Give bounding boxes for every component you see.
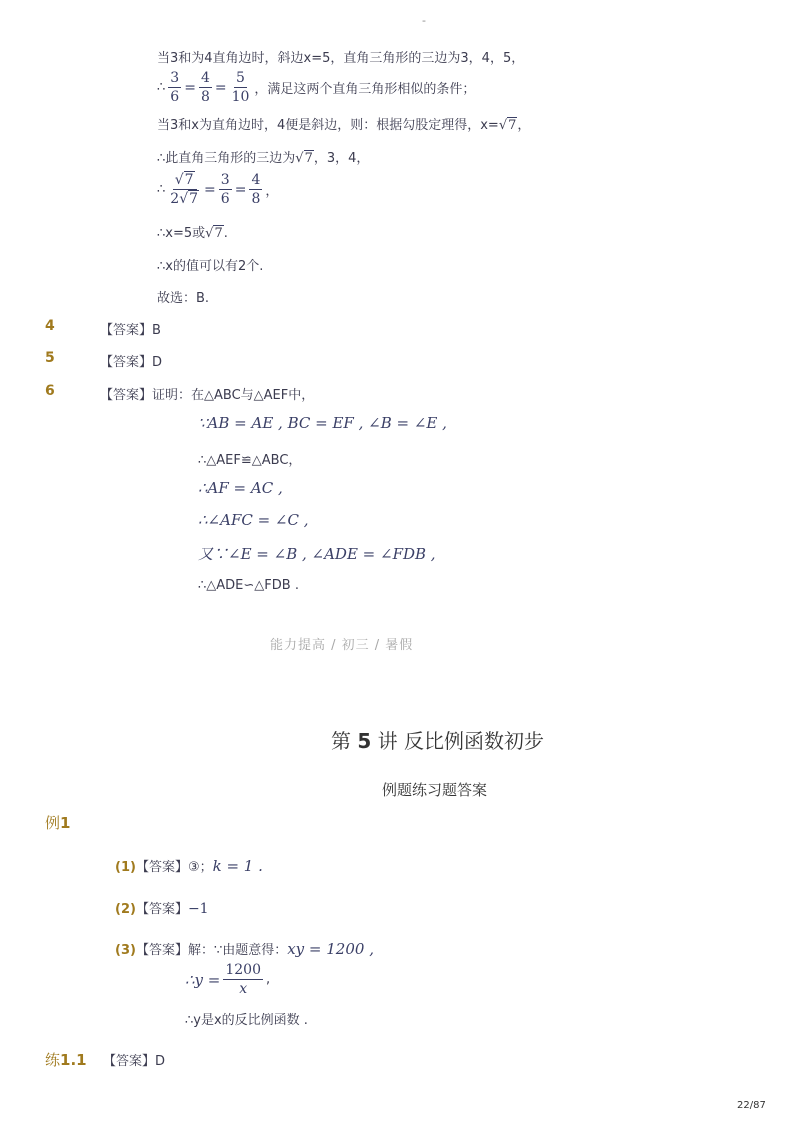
footer-breadcrumb: 能力提高 / 初三 / 暑假: [270, 638, 414, 653]
proof-line-5: 又∵∠E = ∠B , ∠ADE = ∠FDB ,: [198, 545, 436, 563]
proof-line-3: ∴AF = AC ,: [198, 479, 283, 497]
answer-text: 【答案】证明：在△ABC与△AEF中，: [100, 388, 315, 403]
proof-line-6: ∴△ADE∽△FDB .: [198, 578, 299, 593]
solution-line-6: ∴x=5或√7.: [157, 226, 228, 241]
proof-line-4: ∴∠AFC = ∠C ,: [198, 511, 309, 529]
proof-line-2: ∴△AEF≌△ABC，: [198, 453, 302, 468]
solution-line-5: ∴ $\frac{√7}{2√7}$ = $\frac{3}{6}$ = $\frac{4}{8}$ ，: [157, 172, 279, 207]
top-mark: -: [422, 14, 426, 27]
fraction: $\frac{4}{8}$: [251, 172, 261, 207]
solution-line-4: ∴此直角三角形的三边为√7，3，4，: [157, 151, 370, 166]
sub-answer-3-line-2: ∴y = $\frac{1200}{x}$ ,: [185, 962, 271, 997]
sub-answer-1: (1)【答案】③；k = 1 .: [115, 857, 263, 875]
fraction: $\frac{1200}{x}$: [225, 962, 261, 997]
section-title: 例题练习题答案: [382, 781, 488, 799]
solution-line-1: 当3和为4直角边时，斜边x=5，直角三角形的三边为3，4，5，: [157, 51, 525, 66]
sub-answer-3-line-3: ∴y是x的反比例函数 .: [185, 1013, 308, 1028]
fraction: $\frac{4}{8}$: [200, 70, 210, 105]
fraction: $\frac{3}{6}$: [220, 172, 230, 207]
question-number: 4: [45, 318, 55, 334]
lecture-title: 第 5 讲 反比例函数初步: [331, 729, 544, 753]
fraction: $\frac{3}{6}$: [170, 70, 180, 105]
answer-text: 【答案】B: [100, 323, 161, 338]
answer-text: 【答案】D: [100, 355, 163, 370]
example-label: 例1: [45, 814, 71, 832]
sqrt-expression: √7: [295, 151, 313, 166]
sub-answer-3: (3)【答案】解：∵由题意得：xy = 1200 ,: [115, 940, 374, 958]
question-number: 5: [45, 350, 55, 366]
sqrt-expression: √7: [498, 118, 517, 133]
sub-answer-2: (2)【答案】−1: [115, 901, 209, 917]
sqrt-expression: √7: [205, 226, 223, 241]
fraction: $\frac{5}{10}$: [231, 70, 250, 105]
practice-label: 练1.1: [45, 1051, 87, 1069]
fraction: $\frac{√7}{2√7}$: [170, 172, 199, 207]
practice-answer: 【答案】D: [103, 1054, 166, 1069]
therefore-symbol: ∴: [157, 80, 166, 95]
solution-line-7: ∴x的值可以有2个.: [157, 259, 264, 274]
question-number: 6: [45, 383, 55, 399]
proof-line-1: ∵AB = AE , BC = EF , ∠B = ∠E ,: [198, 414, 447, 432]
solution-line-2: ∴ $\frac{3}{6}$ = $\frac{4}{8}$ = $\frac{5}{10}$ ，满足这两个直角三角形相似的条件；: [157, 70, 476, 105]
page-number: 22/87: [737, 1100, 766, 1111]
solution-line-8: 故选：B.: [157, 291, 210, 306]
solution-line-3: 当3和x为直角边时，4便是斜边，则：根据勾股定理得，x=√7，: [157, 118, 531, 133]
